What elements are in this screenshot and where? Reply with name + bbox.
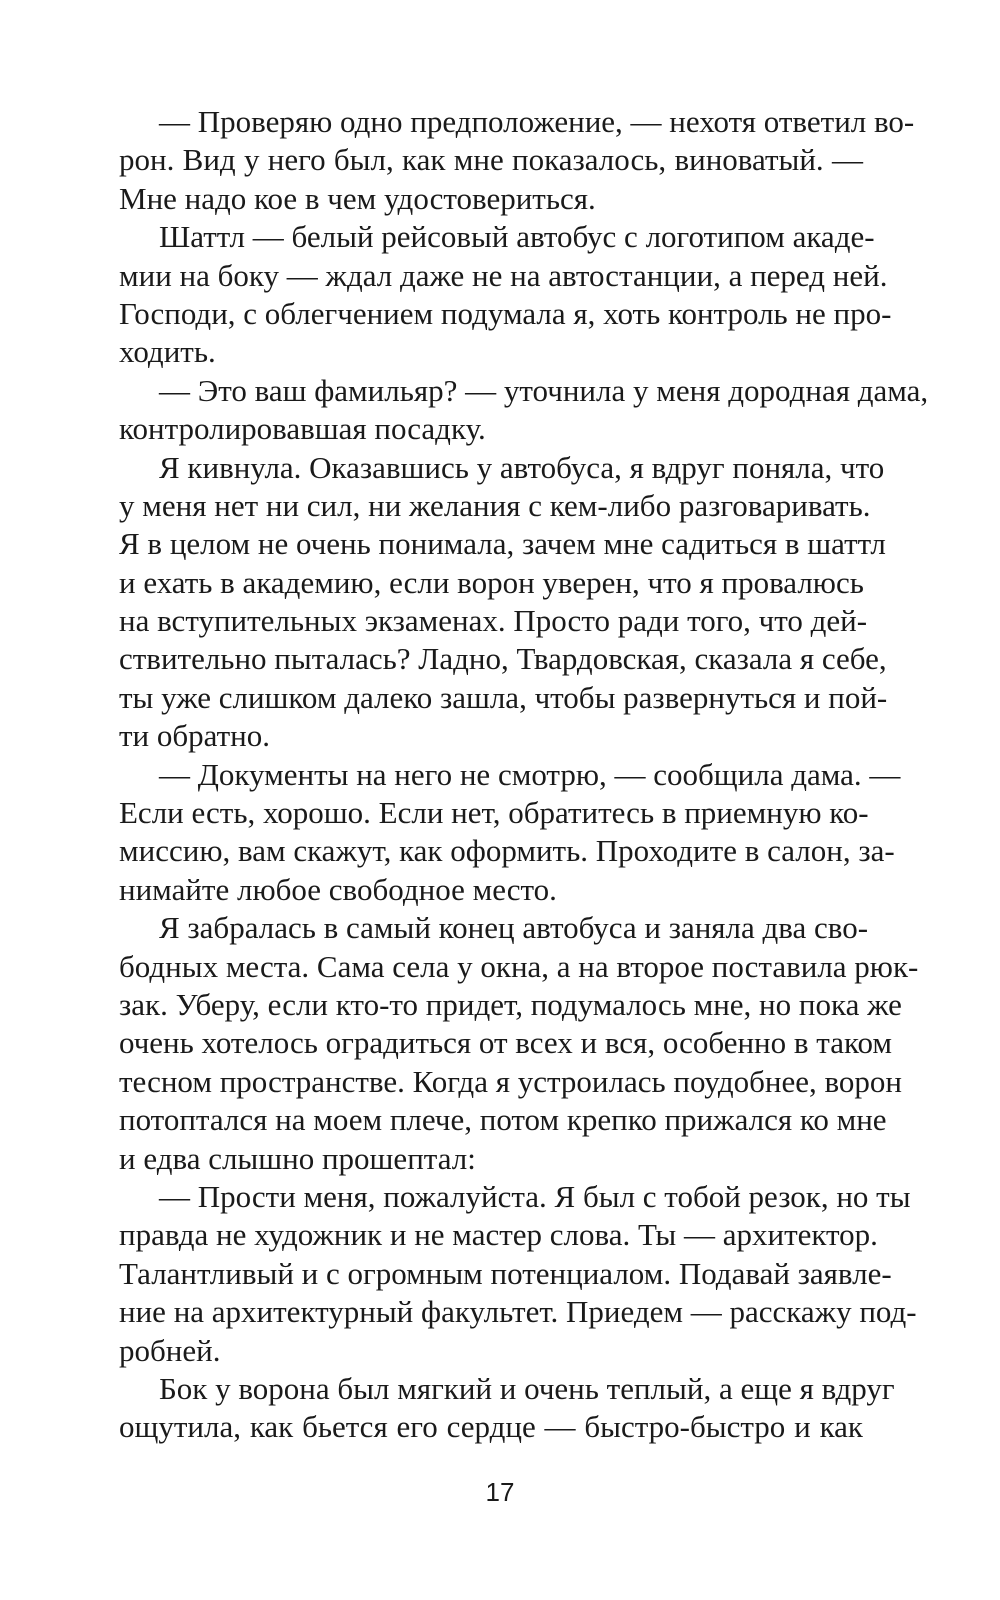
- text-line: — Документы на него не смотрю, — сообщила дама. —: [159, 756, 901, 792]
- text-line: очень хотелось оградиться от всех и вся, особенно в таком: [119, 1025, 892, 1061]
- text-line: ходить.: [119, 334, 216, 370]
- text-line: — Прости меня, пожалуйста. Я был с тобой резок, но ты: [159, 1178, 911, 1214]
- text-line: потоптался на моем плече, потом крепко прижался ко мне: [119, 1102, 887, 1138]
- text-line: ощутила, как бьется его сердце — быстро-быстро и как: [119, 1409, 863, 1445]
- text-line: мии на боку — ждал даже не на автостанции, а перед ней.: [119, 257, 888, 293]
- text-line: — Это ваш фамильяр? — уточнила у меня дородная дама,: [159, 372, 929, 408]
- text-line: Я в целом не очень понимала, зачем мне садиться в шаттл: [119, 526, 886, 562]
- text-line: тесном пространстве. Когда я устроилась поудобнее, ворон: [119, 1063, 902, 1099]
- text-line: ние на архитектурный факультет. Приедем — расскажу под-: [119, 1294, 917, 1330]
- text-line: Бок у ворона был мягкий и очень теплый, а еще я вдруг: [159, 1370, 895, 1406]
- page-text: [119, 103, 929, 1447]
- text-line: ты уже слишком далеко зашла, чтобы развернуться и пой-: [119, 679, 888, 715]
- text-line: зак. Уберу, если кто-то придет, подумалось мне, но пока же: [119, 986, 902, 1022]
- text-line: правда не художник и не мастер слова. Ты — архитектор.: [119, 1217, 878, 1253]
- text-line: и едва слышно прошептал:: [119, 1140, 476, 1176]
- text-line: миссию, вам скажут, как оформить. Проходите в салон, за-: [119, 833, 895, 869]
- text-line: Господи, с облегчением подумала я, хоть контроль не про-: [119, 295, 892, 331]
- text-line: ти обратно.: [119, 718, 271, 754]
- text-line: ствительно пыталась? Ладно, Твардовская, сказала я себе,: [119, 641, 887, 677]
- text-line: Я кивнула. Оказавшись у автобуса, я вдруг поняла, что: [159, 449, 885, 485]
- page-number: 17: [485, 1477, 515, 1507]
- text-line: робней.: [119, 1332, 221, 1368]
- text-line: Мне надо кое в чем удостовериться.: [119, 180, 596, 216]
- text-line: бодных места. Сама села у окна, а на второе поставила рюк-: [119, 948, 919, 984]
- text-line: контролировавшая посадку.: [119, 411, 486, 447]
- text-line: Талантливый и с огромным потенциалом. Подавай заявле-: [119, 1255, 892, 1291]
- text-line: нимайте любое свободное место.: [119, 871, 557, 907]
- text-line: Я забралась в самый конец автобуса и заняла два сво-: [159, 910, 869, 946]
- text-line: Шаттл — белый рейсовый автобус с логотипом акаде-: [159, 219, 875, 255]
- text-line: у меня нет ни сил, ни желания с кем-либо разговаривать.: [119, 487, 871, 523]
- text-line: — Проверяю одно предположение, — нехотя ответил во-: [159, 104, 915, 139]
- text-line: и ехать в академию, если ворон уверен, что я провалюсь: [119, 564, 864, 600]
- text-line: рон. Вид у него был, как мне показалось, виноватый. —: [119, 142, 863, 178]
- text-line: Если есть, хорошо. Если нет, обратитесь в приемную ко-: [119, 795, 869, 831]
- text-line: на вступительных экзаменах. Просто ради того, что дей-: [119, 603, 868, 639]
